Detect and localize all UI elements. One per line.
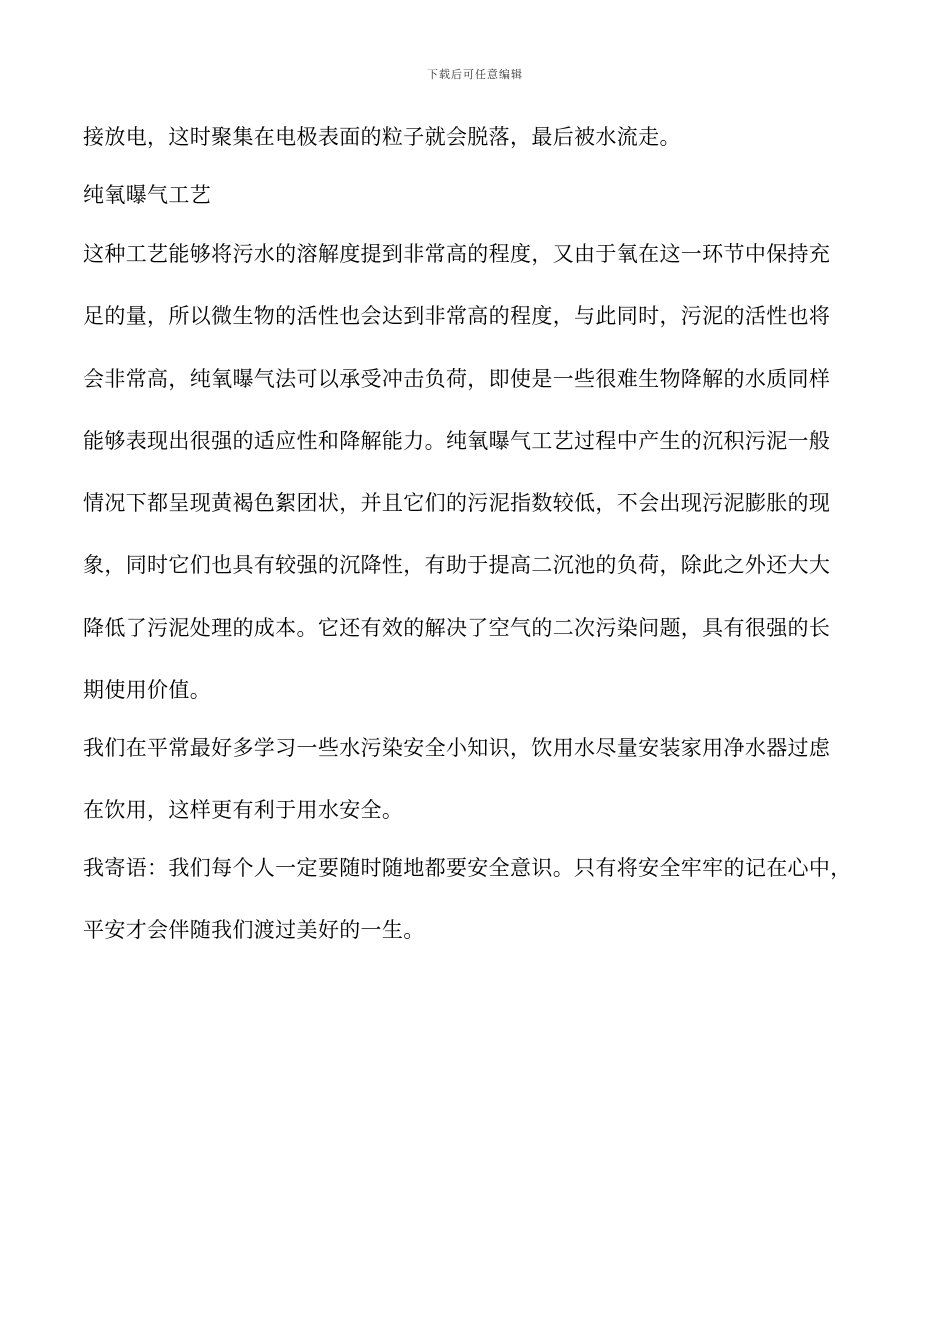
paragraph-line: 我寄语：我们每个人一定要随时随地都要安全意识。只有将安全牢牢的记在心中， — [83, 856, 852, 880]
paragraph-line: 足的量，所以微生物的活性也会达到非常高的程度，与此同时，污泥的活性也将 — [83, 304, 831, 328]
paragraph-line: 平安才会伴随我们渡过美好的一生。 — [83, 918, 425, 942]
paragraph-line: 会非常高，纯氧曝气法可以承受冲击负荷，即使是一些很难生物降解的水质同样 — [83, 367, 831, 391]
paragraph-line: 情况下都呈现黄褐色絮团状，并且它们的污泥指数较低，不会出现污泥膨胀的现 — [83, 491, 831, 515]
page-header: 下载后可任意编辑 — [427, 68, 523, 81]
paragraph-line: 在饮用，这样更有利于用水安全。 — [83, 798, 404, 822]
paragraph-line: 能够表现出很强的适应性和降解能力。纯氧曝气工艺过程中产生的沉积污泥一般 — [83, 429, 831, 453]
section-heading: 纯氧曝气工艺 — [83, 183, 212, 207]
paragraph-line: 接放电，这时聚集在电极表面的粒子就会脱落，最后被水流走。 — [83, 125, 681, 149]
paragraph-line: 降低了污泥处理的成本。它还有效的解决了空气的二次污染问题，具有很强的长 — [83, 616, 831, 640]
paragraph-line: 象，同时它们也具有较强的沉降性，有助于提高二沉池的负荷，除此之外还大大 — [83, 553, 831, 577]
paragraph-line: 这种工艺能够将污水的溶解度提到非常高的程度，又由于氧在这一环节中保持充 — [83, 242, 831, 266]
paragraph-line: 期使用价值。 — [83, 678, 212, 702]
paragraph-line: 我们在平常最好多学习一些水污染安全小知识，饮用水尽量安装家用净水器过虑 — [83, 736, 831, 760]
